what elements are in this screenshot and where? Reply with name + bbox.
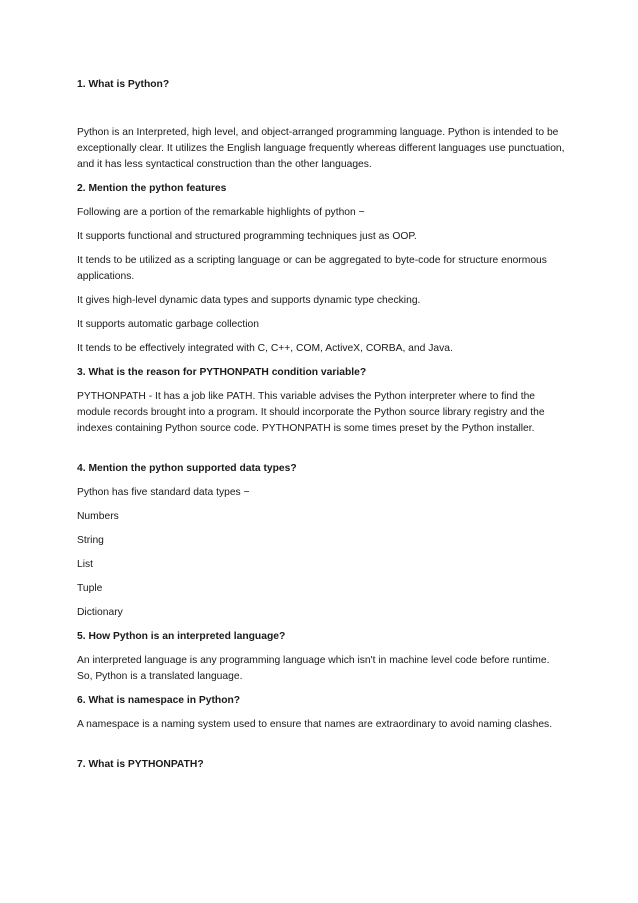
question-5-answer: An interpreted language is any programming language which isn't in machine level code before runtime. So, Python is a translated language. [77, 655, 550, 682]
data-type-item: Tuple [77, 583, 103, 594]
question-6-heading: 6. What is namespace in Python? [77, 695, 241, 706]
feature-item: It tends to be utilized as a scripting language or can be aggregated to byte-code for structure enormous applications. [77, 255, 547, 282]
question-3-answer: PYTHONPATH - It has a job like PATH. This variable advises the Python interpreter where to find the module records brought into a program. It should incorporate the Python source library registry and the indexes containing Python source code. PYTHONPATH is some times preset by the Python installer. [77, 391, 545, 434]
question-4-intro: Python has five standard data types − [77, 487, 250, 498]
feature-item: It gives high-level dynamic data types and supports dynamic type checking. [77, 295, 421, 306]
feature-item: It supports functional and structured programming techniques just as OOP. [77, 231, 417, 242]
data-type-item: Dictionary [77, 607, 123, 618]
question-6-answer: A namespace is a naming system used to ensure that names are extraordinary to avoid naming clashes. [77, 719, 553, 730]
question-7-heading: 7. What is PYTHONPATH? [77, 759, 204, 770]
question-2-intro: Following are a portion of the remarkable highlights of python − [77, 207, 365, 218]
question-1-heading: 1. What is Python? [77, 79, 170, 90]
question-4-heading: 4. Mention the python supported data types? [77, 463, 297, 474]
question-5-heading: 5. How Python is an interpreted language? [77, 631, 286, 642]
question-1-answer: Python is an Interpreted, high level, and object-arranged programming language. Python is intended to be exceptionally clear. It utilizes the English language frequently whereas different languages use punctuation, and it has less syntactical construction than the other languages. [77, 127, 565, 170]
data-type-item: String [77, 535, 104, 546]
data-type-item: Numbers [77, 511, 119, 522]
data-type-item: List [77, 559, 94, 570]
feature-item: It supports automatic garbage collection [77, 319, 260, 330]
question-2-heading: 2. Mention the python features [77, 183, 227, 194]
question-3-heading: 3. What is the reason for PYTHONPATH condition variable? [77, 367, 367, 378]
feature-item: It tends to be effectively integrated with C, C++, COM, ActiveX, CORBA, and Java. [77, 343, 453, 354]
